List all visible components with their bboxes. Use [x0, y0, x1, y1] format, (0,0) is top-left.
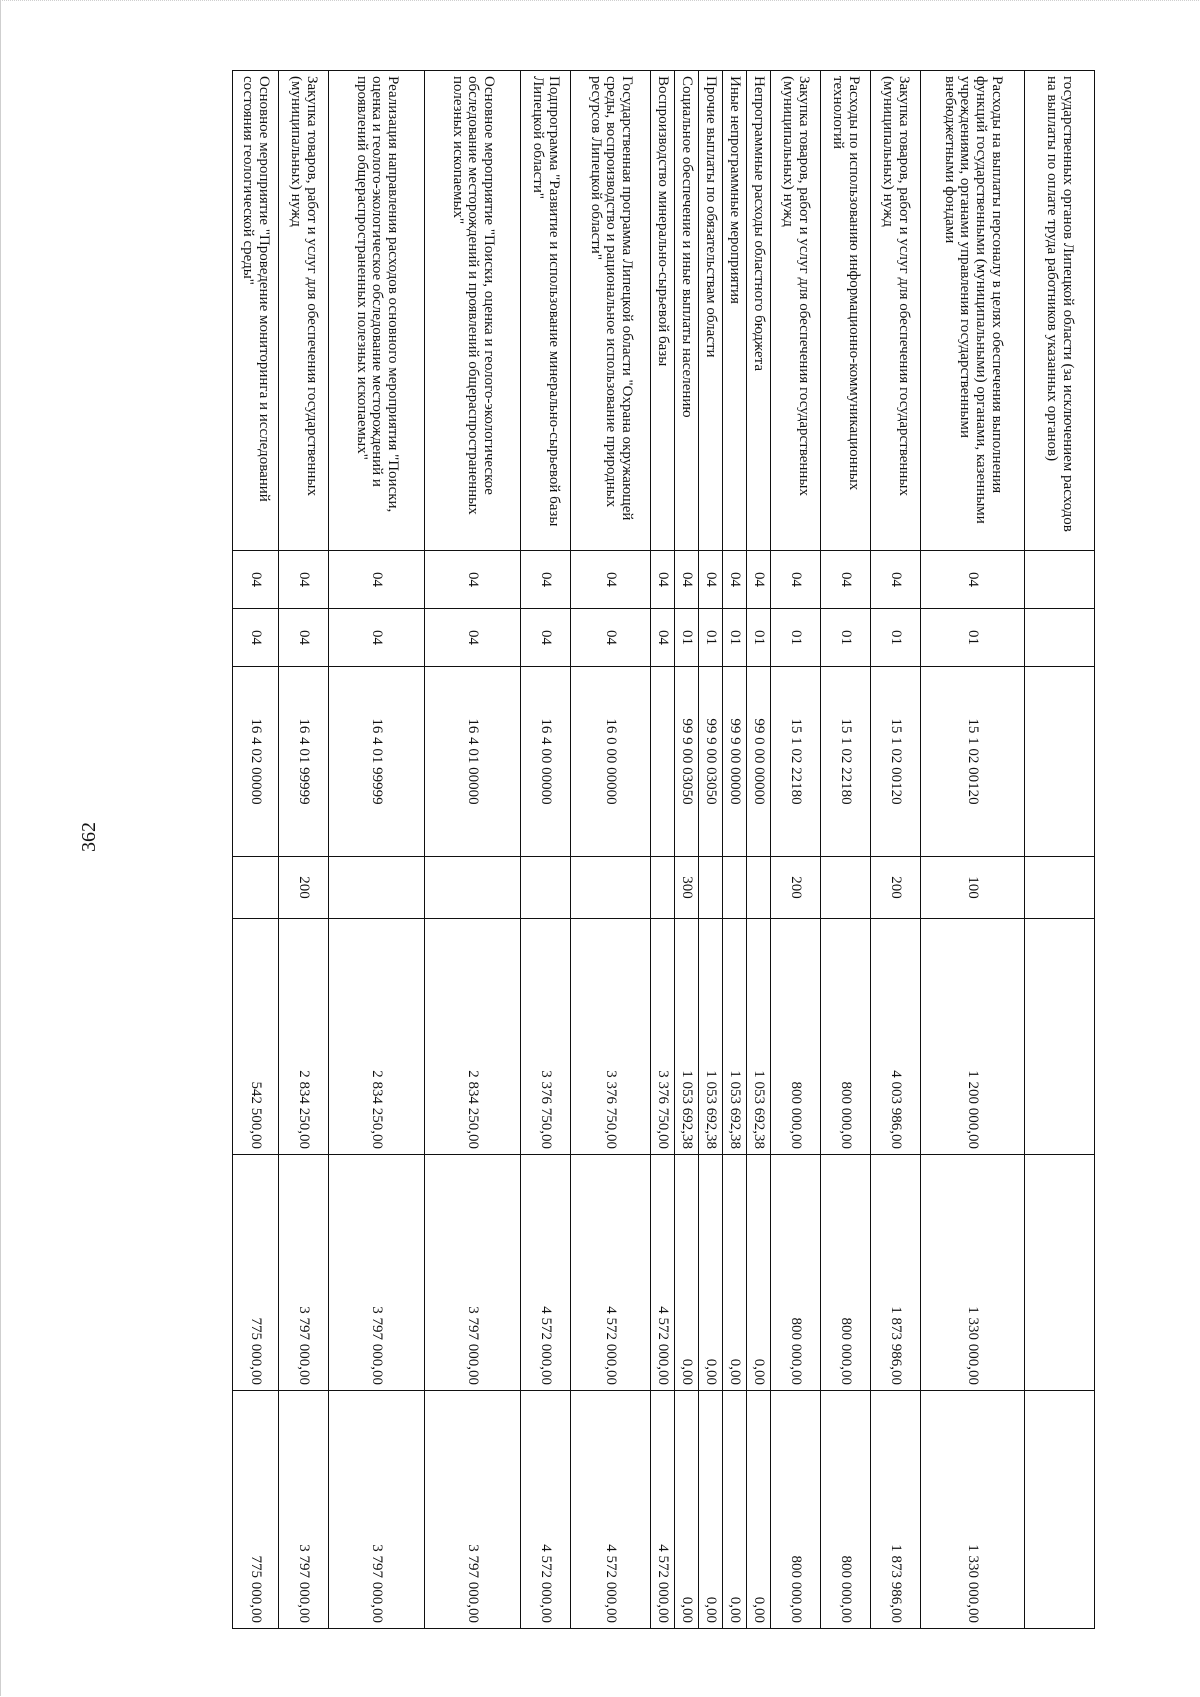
- cell-target-article: 16 0 00 00000: [571, 667, 651, 857]
- cell-amount-year-1: [1025, 919, 1095, 1155]
- cell-expense-type: [425, 857, 521, 919]
- table-row: [871, 71, 921, 1629]
- cell-target-article: [1025, 667, 1095, 857]
- table-row: [821, 71, 871, 1629]
- cell-amount-year-3: 0,00: [675, 1391, 699, 1629]
- cell-section: 04: [921, 551, 1025, 609]
- cell-amount-year-3: 1 330 000,00: [921, 1391, 1025, 1629]
- cell-expense-type: [699, 857, 723, 919]
- cell-description: Государственная программа Липецкой области "Охрана окружающей среды, воспроизводство и рациональное использование природных ресурсов Липецкой области": [571, 71, 651, 551]
- cell-amount-year-2: 3 797 000,00: [279, 1155, 329, 1391]
- cell-target-article: 16 4 00 00000: [521, 667, 571, 857]
- cell-amount-year-3: 0,00: [747, 1391, 771, 1629]
- cell-description: Иные непрограммные мероприятия: [723, 71, 747, 551]
- cell-amount-year-3: 4 572 000,00: [651, 1391, 675, 1629]
- cell-section: 04: [233, 551, 279, 609]
- cell-expense-type: [1025, 857, 1095, 919]
- cell-target-article: [651, 667, 675, 857]
- cell-section: 04: [651, 551, 675, 609]
- cell-amount-year-3: 0,00: [723, 1391, 747, 1629]
- cell-amount-year-1: 3 376 750,00: [651, 919, 675, 1155]
- cell-section: 04: [771, 551, 821, 609]
- cell-amount-year-2: 3 797 000,00: [425, 1155, 521, 1391]
- cell-expense-type: [723, 857, 747, 919]
- cell-amount-year-2: 0,00: [723, 1155, 747, 1391]
- table-row: [279, 71, 329, 1629]
- cell-expense-type: 200: [771, 857, 821, 919]
- budget-table: [232, 70, 1095, 1629]
- cell-description: Закупка товаров, работ и услуг для обеспечения государственных (муниципальных) нужд: [771, 71, 821, 551]
- cell-amount-year-3: 3 797 000,00: [425, 1391, 521, 1629]
- cell-subsection: 01: [723, 609, 747, 667]
- cell-amount-year-1: 3 376 750,00: [571, 919, 651, 1155]
- cell-amount-year-1: 1 053 692,38: [699, 919, 723, 1155]
- table-row: [921, 71, 1025, 1629]
- cell-amount-year-1: 800 000,00: [771, 919, 821, 1155]
- cell-target-article: 99 9 00 03050: [675, 667, 699, 857]
- cell-expense-type: [571, 857, 651, 919]
- cell-amount-year-1: 1 200 000,00: [921, 919, 1025, 1155]
- cell-subsection: 01: [821, 609, 871, 667]
- cell-description: Закупка товаров, работ и услуг для обеспечения государственных (муниципальных) нужд: [871, 71, 921, 551]
- cell-amount-year-2: [1025, 1155, 1095, 1391]
- cell-amount-year-2: 800 000,00: [771, 1155, 821, 1391]
- cell-amount-year-3: 3 797 000,00: [329, 1391, 425, 1629]
- cell-target-article: 16 4 01 99999: [279, 667, 329, 857]
- cell-description: Расходы на выплаты персоналу в целях обеспечения выполнения функций государственными (муниципальными) органами, казенными учреждениями, органами управления государственными внебюджетными фондами: [921, 71, 1025, 551]
- cell-description: Основное мероприятие "Проведение мониторинга и исследований состояния геологической среды": [233, 71, 279, 551]
- cell-description: Непрограммные расходы областного бюджета: [747, 71, 771, 551]
- cell-section: 04: [571, 551, 651, 609]
- cell-expense-type: [747, 857, 771, 919]
- cell-subsection: 01: [871, 609, 921, 667]
- table-row: [571, 71, 651, 1629]
- cell-description: государственных органов Липецкой области (за исключением расходов на выплаты по оплате труда работников указанных органов): [1025, 71, 1095, 551]
- cell-amount-year-3: 800 000,00: [771, 1391, 821, 1629]
- cell-amount-year-3: 0,00: [699, 1391, 723, 1629]
- rotated-table-wrapper: [232, 70, 1095, 1629]
- cell-section: 04: [329, 551, 425, 609]
- cell-section: 04: [871, 551, 921, 609]
- cell-subsection: 01: [675, 609, 699, 667]
- cell-expense-type: [329, 857, 425, 919]
- cell-expense-type: 200: [279, 857, 329, 919]
- cell-amount-year-1: 542 500,00: [233, 919, 279, 1155]
- cell-amount-year-2: 0,00: [699, 1155, 723, 1391]
- cell-expense-type: 300: [675, 857, 699, 919]
- cell-section: 04: [723, 551, 747, 609]
- cell-amount-year-1: 3 376 750,00: [521, 919, 571, 1155]
- table-row: [329, 71, 425, 1629]
- cell-amount-year-3: 1 873 986,00: [871, 1391, 921, 1629]
- cell-subsection: 04: [521, 609, 571, 667]
- cell-amount-year-3: 775 000,00: [233, 1391, 279, 1629]
- cell-amount-year-3: 800 000,00: [821, 1391, 871, 1629]
- cell-amount-year-3: 3 797 000,00: [279, 1391, 329, 1629]
- cell-subsection: 01: [699, 609, 723, 667]
- cell-target-article: 99 0 00 00000: [747, 667, 771, 857]
- cell-amount-year-2: 0,00: [675, 1155, 699, 1391]
- cell-subsection: 01: [771, 609, 821, 667]
- table-row: [1025, 71, 1095, 1629]
- cell-amount-year-2: 0,00: [747, 1155, 771, 1391]
- cell-subsection: 04: [571, 609, 651, 667]
- cell-amount-year-1: 1 053 692,38: [675, 919, 699, 1155]
- cell-section: 04: [699, 551, 723, 609]
- cell-section: 04: [675, 551, 699, 609]
- cell-expense-type: [651, 857, 675, 919]
- cell-description: Подпрограмма "Развитие и использование минерально-сырьевой базы Липецкой области": [521, 71, 571, 551]
- cell-target-article: 99 9 00 03050: [699, 667, 723, 857]
- cell-description: Воспроизводство минерально-сырьевой базы: [651, 71, 675, 551]
- cell-amount-year-2: 4 572 000,00: [571, 1155, 651, 1391]
- cell-description: Основное мероприятие "Поиски, оценка и геолого-экологическое обследование месторождений и проявлений общераспространенных полезных ископаемых": [425, 71, 521, 551]
- cell-section: 04: [521, 551, 571, 609]
- cell-section: 04: [821, 551, 871, 609]
- cell-section: 04: [279, 551, 329, 609]
- cell-amount-year-2: 4 572 000,00: [651, 1155, 675, 1391]
- cell-description: Закупка товаров, работ и услуг для обеспечения государственных (муниципальных) нужд: [279, 71, 329, 551]
- cell-subsection: [1025, 609, 1095, 667]
- cell-subsection: 01: [921, 609, 1025, 667]
- cell-amount-year-1: 800 000,00: [821, 919, 871, 1155]
- table-row: [747, 71, 771, 1629]
- cell-amount-year-1: 2 834 250,00: [279, 919, 329, 1155]
- page-number: 362: [78, 822, 100, 852]
- cell-expense-type: [233, 857, 279, 919]
- cell-target-article: 16 4 01 99999: [329, 667, 425, 857]
- cell-amount-year-1: 4 003 986,00: [871, 919, 921, 1155]
- cell-description: Реализация направления расходов основного мероприятия "Поиски, оценка и геолого-экологическое обследование месторождений и проявлений общераспространенных полезных ископаемых": [329, 71, 425, 551]
- cell-amount-year-3: [1025, 1391, 1095, 1629]
- table-body: [233, 71, 1095, 1629]
- cell-target-article: 16 4 01 00000: [425, 667, 521, 857]
- cell-amount-year-2: 3 797 000,00: [329, 1155, 425, 1391]
- table-row: [675, 71, 699, 1629]
- table-row: [699, 71, 723, 1629]
- cell-amount-year-2: 1 873 986,00: [871, 1155, 921, 1391]
- cell-subsection: 04: [329, 609, 425, 667]
- cell-amount-year-1: 1 053 692,38: [747, 919, 771, 1155]
- cell-expense-type: 200: [871, 857, 921, 919]
- cell-amount-year-2: 800 000,00: [821, 1155, 871, 1391]
- cell-section: 04: [747, 551, 771, 609]
- cell-amount-year-2: 1 330 000,00: [921, 1155, 1025, 1391]
- cell-target-article: 15 1 02 00120: [921, 667, 1025, 857]
- cell-subsection: 04: [233, 609, 279, 667]
- cell-amount-year-1: 1 053 692,38: [723, 919, 747, 1155]
- cell-expense-type: 100: [921, 857, 1025, 919]
- cell-amount-year-1: 2 834 250,00: [425, 919, 521, 1155]
- cell-expense-type: [521, 857, 571, 919]
- cell-target-article: 15 1 02 22180: [771, 667, 821, 857]
- cell-subsection: 04: [651, 609, 675, 667]
- cell-target-article: 99 9 00 00000: [723, 667, 747, 857]
- table-row: [233, 71, 279, 1629]
- table-row: [771, 71, 821, 1629]
- cell-target-article: 15 1 02 22180: [821, 667, 871, 857]
- cell-description: Прочие выплаты по обязательствам области: [699, 71, 723, 551]
- cell-amount-year-3: 4 572 000,00: [521, 1391, 571, 1629]
- table-row: [521, 71, 571, 1629]
- cell-section: [1025, 551, 1095, 609]
- cell-section: 04: [425, 551, 521, 609]
- cell-amount-year-2: 4 572 000,00: [521, 1155, 571, 1391]
- cell-subsection: 04: [425, 609, 521, 667]
- table-row: [425, 71, 521, 1629]
- cell-amount-year-2: 775 000,00: [233, 1155, 279, 1391]
- cell-expense-type: [821, 857, 871, 919]
- cell-subsection: 04: [279, 609, 329, 667]
- cell-target-article: 15 1 02 00120: [871, 667, 921, 857]
- table-row: [651, 71, 675, 1629]
- cell-description: Расходы по использованию информационно-коммуникационных технологий: [821, 71, 871, 551]
- table-row: [723, 71, 747, 1629]
- cell-amount-year-1: 2 834 250,00: [329, 919, 425, 1155]
- cell-amount-year-3: 4 572 000,00: [571, 1391, 651, 1629]
- cell-description: Социальное обеспечение и иные выплаты населению: [675, 71, 699, 551]
- cell-target-article: 16 4 02 00000: [233, 667, 279, 857]
- cell-subsection: 01: [747, 609, 771, 667]
